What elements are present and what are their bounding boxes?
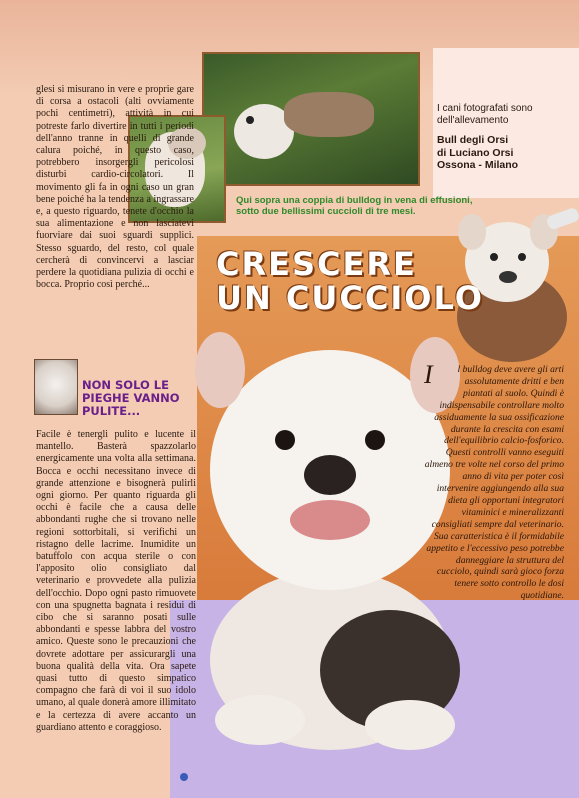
title-line-2: UN CUCCIOLO [216, 279, 484, 317]
thumb-puppy-photo [34, 359, 78, 415]
right-column-text [424, 360, 564, 602]
drop-cap: I [424, 360, 433, 389]
column-2-text: Facile è tenergli pulito e lucente il mantello. Basterà spazzolarlo energicamente una volta alla settimana. Bocca e occhi necessitano invece di grande attenzione e bisognerà pulirli ogni giorno. Per quanto riguarda gli occhi è facile che a causa delle abbondanti rughe che si trovano nelle regioni sottorbitali, si verifichi un ristagno delle lacrime. Inumidite un batuffolo con acqua sterile o con l'apposito olio consigliato dal veterinario e provvedete alla pulizia dell'occhio. Dopo ogni pasto rimuovete con una spugnetta bagnata i residui di cibo che si saranno posati sulle abbondanti e spesse labbra del vostro amico. Queste sono le precauzioni che dovrete adottare per assicurargli una buona qualità della vita. Ora sapete quasi tutto di questo simpatico compagno che farà di voi il suo idolo umano, al quale donerà amore illimitato e la certezza di avere accanto un guardiano attento e coraggioso. [36, 429, 196, 733]
column-1-text: glesi si misurano in vere e proprie gare di corsa a ostacoli (alti ovviamente pochi centimetri), attività in cui potreste farlo divertire in tutti i periodi dell'anno tranne in quelli di grande calura poiché, in questo caso, potrebbero insorgergli pericolosi disturbi cardio-circolatori. Il movimento gli fa in ogni caso un gran bene poiché ha la tendenza a ingrassare e, a questo riguardo, tenete d'occhio la sua alimentazione e non lasciatevi fuorviare dai suoi sguardi supplici. Stesso sguardo, del resto, col quale cercherà di convincervi a lasciar perdere la quotidiana pulizia di occhi e bocca. Proprio così perché... [36, 84, 194, 291]
title-line-1: CRESCERE [216, 245, 417, 283]
photo-caption: Qui sopra una coppia di bulldog in vena di effusioni, sotto due bellissimi cuccioli di tre mesi. [236, 195, 473, 217]
breeder-name: Bull degli Orsi di Luciano Orsi Ossona - Milano [437, 134, 519, 171]
article-title [216, 247, 484, 315]
photo-bulldog-pair [202, 52, 420, 186]
section-subhead: NON SOLO LE PIEGHE VANNO PULITE... [82, 378, 180, 418]
article-column-1 [36, 84, 194, 291]
bullet-dot [180, 773, 188, 781]
article-column-2 [36, 429, 196, 734]
right-column-body: l bulldog deve avere gli arti assolutamente dritti e ben piantati al suolo. Quindi è indispensabile controllare molto assiduamente la sua ossificazione durante la crescita con esami dell'equilibrio calcio-fosforico. Questi controlli vanno eseguiti almeno tre volte nel corso del primo anno di vita per poter così intervenire aggiungendo alla sua dieta gli opportuni integratori vitaminici e mineralizzanti consigliati sempre dal veterinario. Sua caratteristica è il formidabile appetito e l'eccessivo peso potrebbe danneggiare la struttura del cucciolo, quindi sarà gioco forza tenere sotto controllo le dosi quotidiane. [424, 364, 564, 602]
breeder-intro: I cani fotografati sono dell'allevamento [437, 103, 533, 126]
article-column-right [424, 360, 564, 602]
